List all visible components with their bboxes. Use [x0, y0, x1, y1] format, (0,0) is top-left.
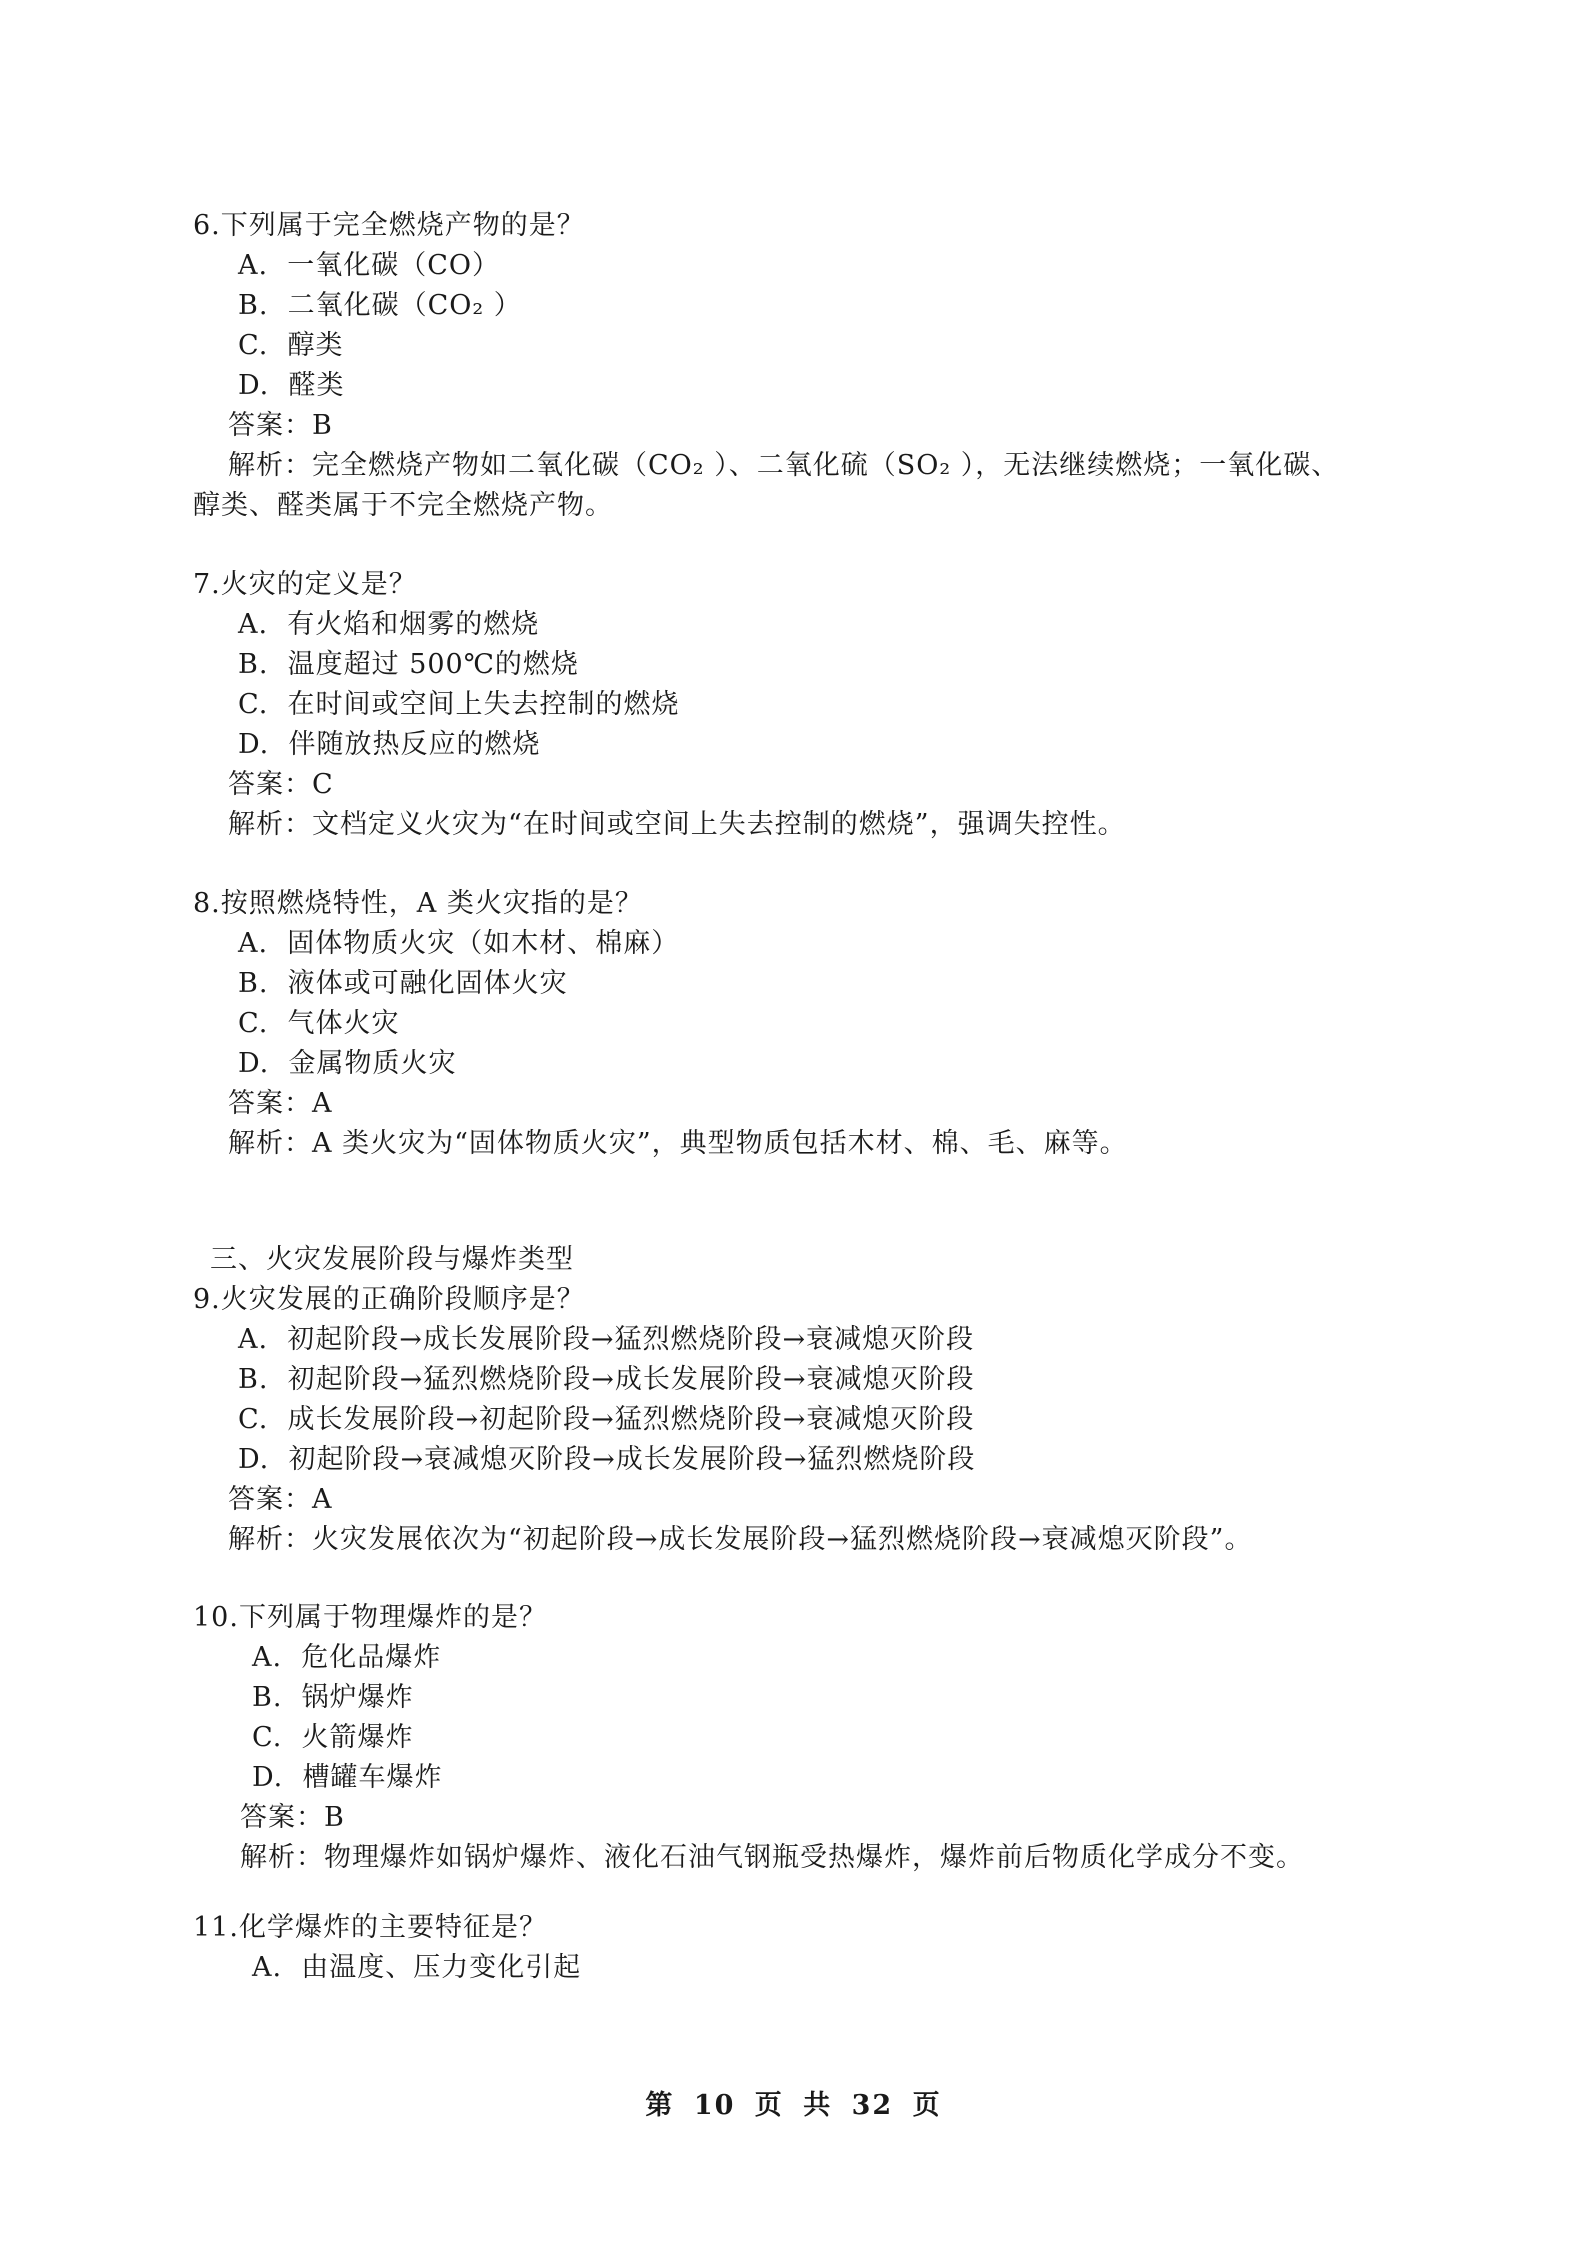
question-7-title	[193, 565, 417, 605]
question-7-answer: 答案：C	[228, 769, 334, 800]
page-footer: 第 10 页 共 32 页	[645, 2090, 942, 2121]
option-key: A.	[252, 1642, 283, 1673]
option-text: 初起阶段→衰减熄灭阶段→成长发展阶段→猛烈燃烧阶段	[288, 1444, 976, 1475]
question-6-option-b	[238, 286, 522, 326]
option-text: 一氧化碳（CO）	[287, 250, 501, 281]
option-text: 初起阶段→猛烈燃烧阶段→成长发展阶段→衰减熄灭阶段	[287, 1364, 975, 1395]
option-key: B.	[252, 1682, 283, 1713]
option-text: 液体或可融化固体火灾	[287, 968, 568, 999]
question-text: 火灾发展的正确阶段顺序是？	[220, 1284, 585, 1315]
question-11-title	[193, 1908, 547, 1948]
option-text: 锅炉爆炸	[301, 1682, 414, 1713]
option-text: 醛类	[288, 370, 345, 401]
option-text: 固体物质火灾（如木材、棉麻）	[287, 928, 680, 959]
option-key: A.	[238, 609, 269, 640]
option-key: C.	[238, 330, 269, 361]
question-6-option-c	[238, 326, 343, 366]
question-10-analysis: 解析：物理爆炸如锅炉爆炸、液化石油气钢瓶受热爆炸，爆炸前后物质化学成分不变。	[240, 1842, 1304, 1873]
option-key: C.	[238, 689, 269, 720]
option-key: D.	[238, 1048, 270, 1079]
question-text: 下列属于物理爆炸的是？	[238, 1602, 547, 1633]
question-9-analysis: 解析：火灾发展依次为“初起阶段→成长发展阶段→猛烈燃烧阶段→衰减熄灭阶段”。	[228, 1524, 1253, 1555]
question-text: 按照燃烧特性，A 类火灾指的是？	[220, 888, 643, 919]
option-key: B.	[238, 290, 269, 321]
option-text: 成长发展阶段→初起阶段→猛烈燃烧阶段→衰减熄灭阶段	[287, 1404, 975, 1435]
question-number: 8.	[193, 888, 221, 919]
option-text: 伴随放热反应的燃烧	[288, 729, 541, 760]
option-key: D.	[252, 1762, 284, 1793]
option-key: B.	[238, 968, 269, 999]
option-key: A.	[238, 1324, 269, 1355]
question-10-answer: 答案：B	[240, 1802, 345, 1833]
option-key: C.	[238, 1404, 269, 1435]
option-text: 火箭爆炸	[301, 1722, 414, 1753]
question-number: 9.	[193, 1284, 221, 1315]
option-key: D.	[238, 1444, 270, 1475]
option-text: 有火焰和烟雾的燃烧	[287, 609, 540, 640]
question-8-option-a	[238, 924, 679, 964]
question-8-analysis: 解析：A 类火灾为“固体物质火灾”，典型物质包括木材、棉、毛、麻等。	[228, 1128, 1128, 1159]
option-key: A.	[238, 928, 269, 959]
question-8-title	[193, 884, 643, 924]
option-key: A.	[252, 1952, 283, 1983]
question-6-option-d	[238, 366, 344, 406]
question-7-analysis: 解析：文档定义火灾为“在时间或空间上失去控制的燃烧”，强调失控性。	[228, 809, 1126, 840]
question-text: 下列属于完全燃烧产物的是？	[220, 210, 585, 241]
option-key: C.	[238, 1008, 269, 1039]
option-text: 醇类	[287, 330, 344, 361]
question-8-option-d	[238, 1044, 456, 1084]
option-key: D.	[238, 729, 270, 760]
question-7-option-b	[238, 645, 579, 685]
option-text: 危化品爆炸	[301, 1642, 442, 1673]
question-11-option-a	[252, 1948, 581, 1988]
question-10-title	[193, 1598, 547, 1638]
question-9-option-c	[238, 1400, 974, 1440]
question-number: 10.	[193, 1602, 239, 1633]
question-number: 7.	[193, 569, 221, 600]
question-text: 火灾的定义是？	[220, 569, 417, 600]
question-6-analysis: 解析：完全燃烧产物如二氧化碳（CO₂ ）、二氧化硫（SO₂ ），无法继续燃烧；一氧化碳、	[228, 450, 1340, 481]
question-8-answer: 答案：A	[228, 1088, 333, 1119]
option-text: 初起阶段→成长发展阶段→猛烈燃烧阶段→衰减熄灭阶段	[287, 1324, 975, 1355]
option-key: B.	[238, 649, 269, 680]
section-heading: 三、火灾发展阶段与爆炸类型	[210, 1244, 574, 1275]
question-8-option-b	[238, 964, 568, 1004]
question-number: 11.	[193, 1912, 239, 1943]
question-6-option-a	[238, 246, 500, 286]
question-7-option-c	[238, 685, 679, 725]
option-text: 由温度、压力变化引起	[301, 1952, 582, 1983]
question-10-option-b	[252, 1678, 414, 1718]
question-6-answer: 答案：B	[228, 410, 333, 441]
question-9-option-b	[238, 1360, 974, 1400]
question-8-option-c	[238, 1004, 399, 1044]
option-key: D.	[238, 370, 270, 401]
question-9-option-a	[238, 1320, 974, 1360]
question-10-option-c	[252, 1718, 413, 1758]
option-text: 二氧化碳（CO₂ ）	[287, 290, 522, 321]
question-10-option-a	[252, 1638, 441, 1678]
option-text: 槽罐车爆炸	[302, 1762, 443, 1793]
option-key: B.	[238, 1364, 269, 1395]
question-6-title	[193, 206, 585, 246]
option-text: 金属物质火灾	[288, 1048, 457, 1079]
question-9-title	[193, 1280, 585, 1320]
question-7-option-a	[238, 605, 539, 645]
question-text: 化学爆炸的主要特征是？	[238, 1912, 547, 1943]
option-text: 在时间或空间上失去控制的燃烧	[287, 689, 680, 720]
question-number: 6.	[193, 210, 221, 241]
option-key: C.	[252, 1722, 283, 1753]
option-key: A.	[238, 250, 269, 281]
question-9-option-d	[238, 1440, 975, 1480]
question-9-answer: 答案：A	[228, 1484, 333, 1515]
question-10-option-d	[252, 1758, 442, 1798]
question-6-analysis-continued: 醇类、醛类属于不完全燃烧产物。	[193, 490, 613, 521]
option-text: 温度超过 500℃的燃烧	[287, 649, 579, 680]
question-7-option-d	[238, 725, 540, 765]
option-text: 气体火灾	[287, 1008, 400, 1039]
